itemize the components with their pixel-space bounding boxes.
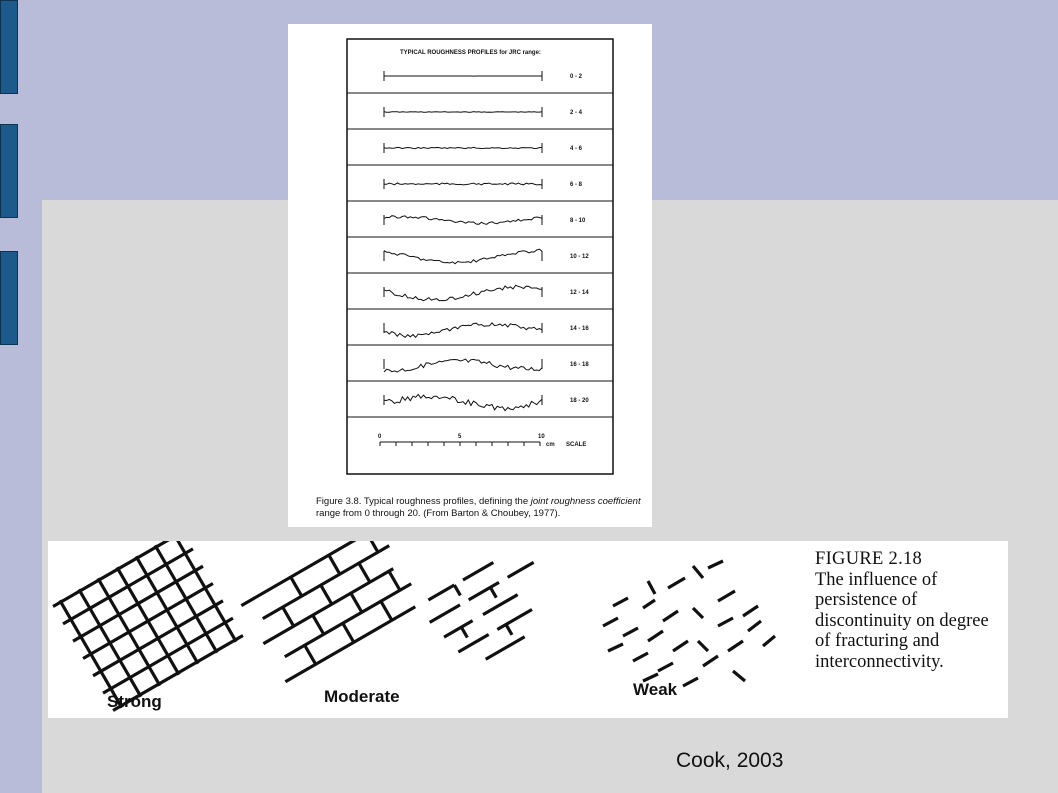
moderate-cross-joint	[305, 645, 316, 664]
weak-joint-segment	[728, 641, 743, 651]
jrc-range-label: 4 - 6	[570, 146, 583, 152]
weak-joint-segment	[708, 561, 723, 568]
scale-unit: cm	[546, 442, 555, 448]
roughness-profile-line	[384, 112, 542, 113]
profiles-caption	[316, 496, 646, 520]
side-tab-3	[0, 251, 18, 345]
weak-joint-segment	[648, 631, 663, 641]
weak-joint-segment	[693, 566, 703, 578]
strong-pattern	[52, 541, 244, 712]
weak-joint-segment	[763, 636, 775, 646]
jrc-range-label: 0 - 2	[570, 74, 583, 80]
scale-tick-label: 5	[458, 434, 462, 440]
caption-italic: joint roughness coefficient	[530, 496, 641, 507]
moderate-joint-segment	[428, 585, 454, 600]
weak-joint-segment	[603, 618, 618, 626]
profiles-group	[347, 71, 613, 417]
moderate-pattern	[241, 541, 422, 682]
moderate-cross-joint	[321, 585, 332, 604]
moderate-cross-joint	[351, 593, 362, 612]
moderate-joint-segment	[486, 637, 525, 660]
roughness-profile-line	[384, 249, 542, 264]
left-band	[0, 0, 42, 793]
caption-post: range from 0 through 20. (From Barton & Choubey, 1977).	[316, 508, 561, 519]
moderate-cross-joint	[389, 571, 400, 590]
side-tab-1	[0, 0, 18, 94]
jrc-range-label: 14 - 16	[570, 326, 589, 332]
weak-joint-segment	[718, 591, 735, 601]
jrc-range-label: 18 - 20	[570, 398, 589, 404]
weak-joint-segment	[658, 663, 673, 671]
weak-joint-segment	[673, 641, 688, 651]
moderate-joint-segment	[463, 563, 493, 581]
weak-joint-segment	[643, 600, 655, 608]
strong-joint-set-a	[53, 541, 183, 607]
persistence-caption	[815, 549, 1005, 672]
moderate-joint-segment	[497, 609, 532, 629]
figure-caption-text: The influence of persistence of discontinuity on degree of fracturing and interconnectivity.	[815, 569, 989, 672]
moderate-cross-joint	[381, 601, 392, 620]
strong-joint-set-a	[93, 601, 223, 676]
moderate-joint-segment	[430, 605, 460, 623]
roughness-profile-line	[384, 359, 542, 372]
strong-joint-set-b	[136, 556, 198, 663]
moderate-cross-joint	[291, 577, 302, 596]
strong-joint-set-a	[103, 618, 233, 693]
roughness-profiles-figure	[288, 24, 652, 527]
moderate-cluster-2	[420, 545, 564, 674]
moderate-joint-segment	[508, 562, 534, 577]
moderate-joint-segment	[506, 624, 512, 634]
weak-joint-segment	[608, 644, 623, 651]
moderate-joint-segment	[490, 587, 496, 597]
moderate-joint-segment	[483, 595, 518, 615]
weak-joint-segment	[633, 653, 648, 661]
weak-joint-segment	[703, 656, 718, 666]
weak-joint-segment	[648, 581, 655, 594]
scale-tick-label: 0	[378, 434, 382, 440]
roughness-profile-line	[384, 285, 542, 301]
citation: Cook, 2003	[676, 749, 784, 772]
moderate-cross-joint	[283, 607, 294, 626]
moderate-joint-segment	[454, 585, 460, 595]
weak-joint-segment	[663, 611, 678, 621]
persistence-figure	[48, 541, 1008, 718]
weak-joint-segment	[748, 621, 761, 631]
scale-label: SCALE	[566, 442, 587, 448]
weak-joint-segment	[733, 671, 745, 681]
roughness-profile-line	[384, 183, 542, 185]
jrc-range-label: 16 - 18	[570, 362, 589, 368]
weak-joint-segment	[698, 641, 708, 651]
jrc-range-label: 10 - 12	[570, 254, 589, 260]
weak-pattern	[603, 561, 775, 686]
weak-joint-segment	[743, 606, 758, 616]
side-tab-2	[0, 124, 18, 218]
jrc-range-label: 6 - 8	[570, 182, 583, 188]
label-strong: Strong	[107, 692, 162, 711]
jrc-range-label: 12 - 14	[570, 290, 589, 296]
jrc-range-label: 8 - 10	[570, 218, 586, 224]
caption-pre: Figure 3.8. Typical roughness profiles, defining the	[316, 496, 531, 507]
label-weak: Weak	[633, 680, 678, 699]
roughness-profiles-svg	[288, 24, 652, 494]
roughness-profile-line	[384, 394, 542, 410]
moderate-cross-joint	[343, 623, 354, 642]
moderate-cross-joint	[367, 541, 378, 552]
label-moderate: Moderate	[324, 687, 400, 706]
weak-joint-segment	[683, 678, 698, 686]
weak-joint-segment	[693, 608, 703, 618]
weak-joint-segment	[613, 598, 628, 606]
moderate-joint-segment	[458, 634, 488, 652]
strong-joint-set-b	[117, 567, 179, 674]
figure-heading: FIGURE 2.18	[815, 549, 923, 569]
scale-tick-label: 10	[538, 434, 545, 440]
weak-joint-segment	[718, 618, 733, 626]
weak-joint-segment	[623, 628, 638, 636]
moderate-cross-joint	[329, 555, 340, 574]
jrc-range-label: 2 - 4	[570, 110, 583, 116]
roughness-profile-line	[384, 323, 542, 338]
moderate-joint-segment	[444, 621, 473, 638]
roughness-profile-line	[384, 147, 542, 148]
moderate-cross-joint	[359, 563, 370, 582]
strong-joint-set-b	[155, 545, 217, 652]
moderate-joint-segment	[461, 627, 467, 637]
weak-joint-segment	[668, 578, 685, 588]
persistence-svg	[48, 541, 808, 718]
moderate-cross-joint	[313, 615, 324, 634]
roughness-profile-line	[384, 216, 542, 225]
scale-bar	[378, 434, 586, 448]
profiles-title: TYPICAL ROUGHNESS PROFILES for JRC range:	[400, 50, 541, 56]
